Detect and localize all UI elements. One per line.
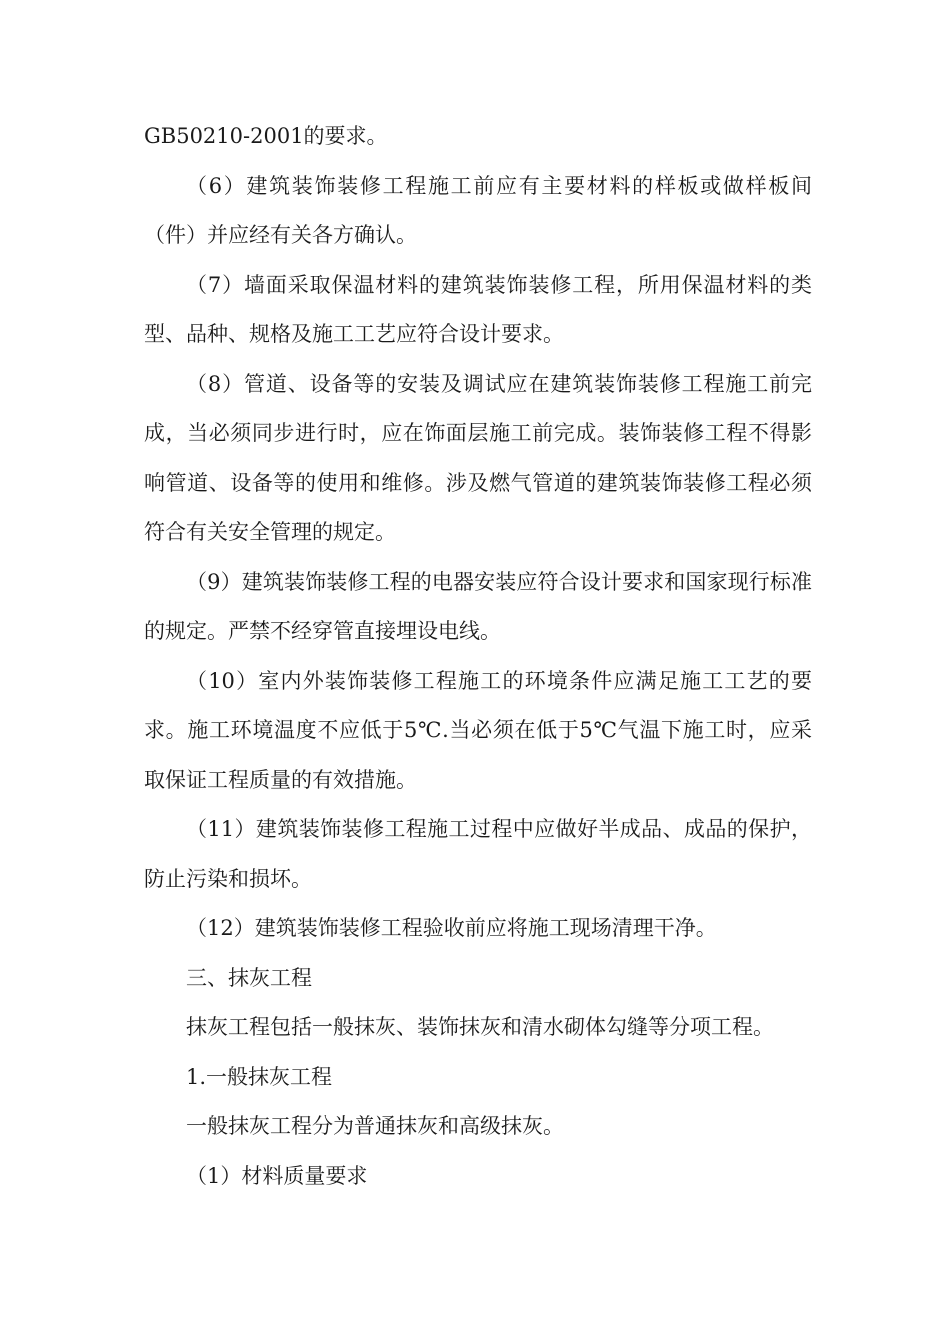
subheading-material-quality: （1）材料质量要求 [186, 1163, 368, 1188]
paragraph-item-10: （10）室内外装饰装修工程施工的环境条件应满足施工工艺的要求。施工环境温度不应低于5℃.当必须在低于5℃气温下施工时，应采取保证工程质量的有效措施。 [144, 668, 812, 792]
paragraph-plastering-classes: 一般抹灰工程分为普通抹灰和高级抹灰。 [186, 1114, 564, 1138]
paragraph-item-12: （12）建筑装饰装修工程验收前应将施工现场清理干净。 [186, 916, 717, 940]
paragraph-item-7: （7）墙面采取保温材料的建筑装饰装修工程，所用保温材料的类型、品种、规格及施工工艺应符合设计要求。 [144, 272, 812, 346]
paragraph-item-6: （6）建筑装饰装修工程施工前应有主要材料的样板或做样板间（件）并应经有关各方确认。 [144, 173, 812, 247]
subsection-heading-general-plastering: 1.一般抹灰工程 [186, 1064, 333, 1089]
section-heading-plastering: 三、抹灰工程 [186, 965, 312, 990]
document-body [144, 112, 812, 1201]
paragraph-item-8: （8）管道、设备等的安装及调试应在建筑装饰装修工程施工前完成，当必须同步进行时，应在饰面层施工前完成。装饰装修工程不得影响管道、设备等的使用和维修。涉及燃气管道的建筑装饰装修工程必须符合有关安全管理的规定。 [144, 371, 812, 544]
paragraph-item-11: （11）建筑装饰装修工程施工过程中应做好半成品、成品的保护，防止污染和损坏。 [144, 817, 812, 891]
paragraph-plastering-scope: 抹灰工程包括一般抹灰、装饰抹灰和清水砌体勾缝等分项工程。 [186, 1015, 774, 1039]
paragraph-item-9: （9）建筑装饰装修工程的电器安装应符合设计要求和国家现行标准的规定。严禁不经穿管直接埋设电线。 [144, 569, 812, 643]
paragraph-continuation: GB50210-2001的要求。 [144, 124, 388, 148]
